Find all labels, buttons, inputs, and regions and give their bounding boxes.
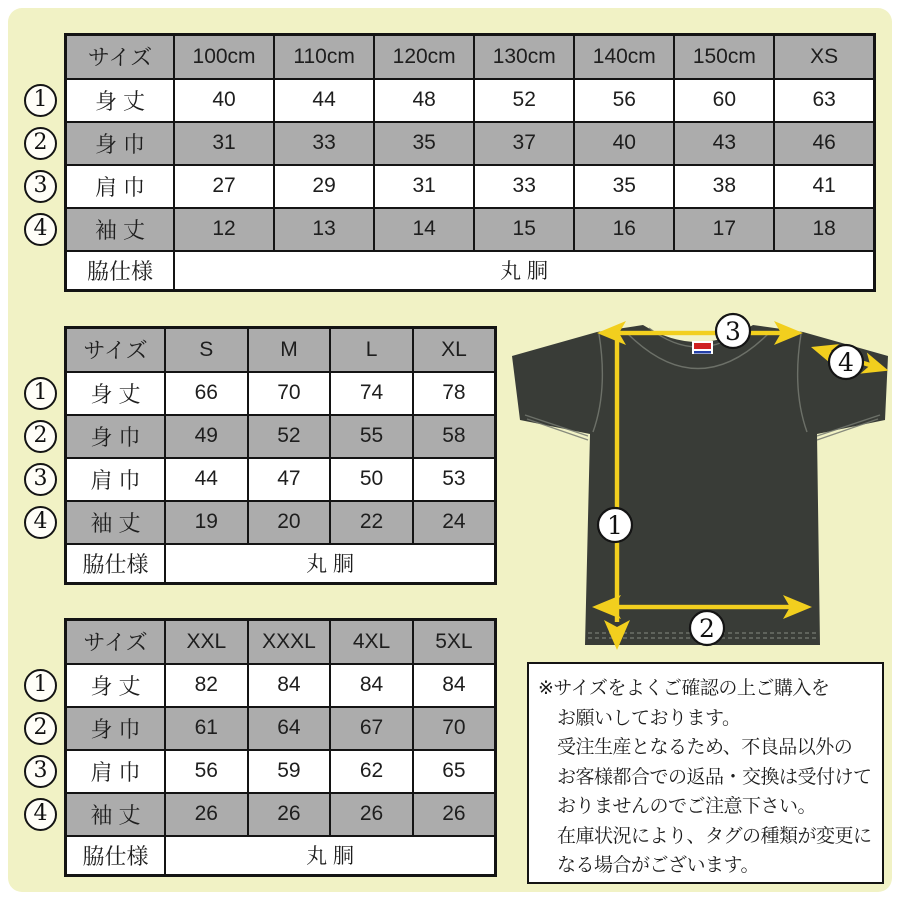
size-value-cell: 33	[274, 122, 374, 165]
side-spec-value: 丸 胴	[165, 544, 496, 584]
adult-size-table	[64, 326, 497, 585]
size-value-cell: 26	[413, 793, 496, 836]
adult-sizes-grid	[64, 326, 497, 585]
size-value-cell: 33	[474, 165, 574, 208]
row-number-badge: 2	[24, 420, 57, 453]
size-value-cell: 40	[174, 79, 274, 122]
size-value-cell: 37	[474, 122, 574, 165]
notice-line: 受注生産となるため、不良品以外の	[557, 737, 853, 758]
badge-2-digit: 2	[699, 614, 715, 643]
badge-1-digit: 1	[607, 511, 623, 540]
size-value-cell: 41	[774, 165, 874, 208]
size-value-cell: 31	[374, 165, 474, 208]
size-value-cell: 70	[413, 707, 496, 750]
size-value-cell: 49	[165, 415, 248, 458]
size-value-cell: 46	[774, 122, 874, 165]
size-value-cell: 38	[674, 165, 774, 208]
size-value-cell: 74	[330, 372, 413, 415]
notice-line: お客様都合での返品・交換は受付けて	[557, 766, 872, 788]
column-header: 120cm	[374, 35, 474, 79]
kids-sizes-grid	[64, 33, 876, 292]
size-value-cell: 55	[330, 415, 413, 458]
size-value-cell: 15	[474, 208, 574, 251]
side-spec-label: 脇仕様	[66, 251, 175, 291]
size-value-cell: 53	[413, 458, 496, 501]
row-number-badge: 1	[24, 84, 57, 117]
column-header: 110cm	[274, 35, 374, 79]
notice-line: 在庫状況により、タグの種類が変更に	[557, 825, 872, 847]
size-value-cell: 27	[174, 165, 274, 208]
side-spec-value: 丸 胴	[165, 836, 496, 876]
size-value-cell: 56	[165, 750, 248, 793]
size-value-cell: 64	[248, 707, 331, 750]
kids-size-table	[64, 33, 876, 292]
badge-3-digit: 3	[725, 317, 741, 346]
column-header: XXL	[165, 620, 248, 664]
size-value-cell: 13	[274, 208, 374, 251]
row-label: 身 丈	[66, 372, 166, 415]
row-number-badge: 3	[24, 755, 57, 788]
size-value-cell: 47	[248, 458, 331, 501]
row-label: 身 巾	[66, 122, 175, 165]
notice-line: ※サイズをよくご確認の上ご購入を	[538, 678, 830, 699]
size-value-cell: 20	[248, 501, 331, 544]
row-label: 身 丈	[66, 79, 175, 122]
size-value-cell: 82	[165, 664, 248, 707]
column-header: S	[165, 328, 248, 372]
size-value-cell: 56	[574, 79, 674, 122]
side-spec-value: 丸 胴	[174, 251, 875, 291]
size-value-cell: 44	[165, 458, 248, 501]
size-value-cell: 26	[248, 793, 331, 836]
column-header: 130cm	[474, 35, 574, 79]
size-value-cell: 35	[374, 122, 474, 165]
size-value-cell: 43	[674, 122, 774, 165]
column-header: 5XL	[413, 620, 496, 664]
size-value-cell: 24	[413, 501, 496, 544]
column-header: XS	[774, 35, 874, 79]
column-header: 4XL	[330, 620, 413, 664]
row-number-badge: 1	[24, 377, 57, 410]
row-number-badge: 3	[24, 170, 57, 203]
size-value-cell: 59	[248, 750, 331, 793]
size-value-cell: 61	[165, 707, 248, 750]
column-header: 140cm	[574, 35, 674, 79]
tshirt-body	[512, 325, 888, 645]
tshirt-graphic	[500, 312, 900, 657]
size-value-cell: 60	[674, 79, 774, 122]
row-number-badge: 4	[24, 798, 57, 831]
row-number-badge: 2	[24, 127, 57, 160]
badge-4-digit: 4	[838, 348, 854, 377]
size-value-cell: 35	[574, 165, 674, 208]
size-value-cell: 66	[165, 372, 248, 415]
row-label: 身 巾	[66, 415, 166, 458]
side-spec-label: 脇仕様	[66, 836, 166, 876]
row-label: 袖 丈	[66, 208, 175, 251]
size-value-cell: 14	[374, 208, 474, 251]
row-label: 身 丈	[66, 664, 166, 707]
column-header: XXXL	[248, 620, 331, 664]
size-value-cell: 44	[274, 79, 374, 122]
row-label: 身 巾	[66, 707, 166, 750]
size-value-cell: 18	[774, 208, 874, 251]
size-header-label: サイズ	[66, 328, 166, 372]
size-value-cell: 26	[165, 793, 248, 836]
size-value-cell: 58	[413, 415, 496, 458]
row-label: 肩 巾	[66, 165, 175, 208]
size-value-cell: 52	[248, 415, 331, 458]
size-value-cell: 48	[374, 79, 474, 122]
size-value-cell: 84	[330, 664, 413, 707]
notice-line: なる場合がございます。	[557, 855, 759, 876]
column-header: XL	[413, 328, 496, 372]
size-value-cell: 67	[330, 707, 413, 750]
notice-line: お願いしております。	[557, 707, 741, 729]
size-value-cell: 84	[413, 664, 496, 707]
size-value-cell: 52	[474, 79, 574, 122]
size-value-cell: 84	[248, 664, 331, 707]
column-header: M	[248, 328, 331, 372]
row-label: 袖 丈	[66, 501, 166, 544]
row-number-badge: 4	[24, 506, 57, 539]
large-sizes-grid	[64, 618, 497, 877]
row-label: 肩 巾	[66, 750, 166, 793]
row-number-badge: 4	[24, 213, 57, 246]
size-header-label: サイズ	[66, 620, 166, 664]
column-header: L	[330, 328, 413, 372]
neck-tag	[692, 341, 713, 354]
size-value-cell: 65	[413, 750, 496, 793]
notice-line: おりませんのでご注意下さい。	[557, 796, 817, 817]
size-value-cell: 50	[330, 458, 413, 501]
row-label: 肩 巾	[66, 458, 166, 501]
purchase-notice-box	[527, 662, 884, 884]
row-number-badge: 3	[24, 463, 57, 496]
size-value-cell: 12	[174, 208, 274, 251]
row-number-badge: 2	[24, 712, 57, 745]
size-value-cell: 62	[330, 750, 413, 793]
row-label: 袖 丈	[66, 793, 166, 836]
column-header: 150cm	[674, 35, 774, 79]
large-size-table	[64, 618, 497, 877]
size-value-cell: 17	[674, 208, 774, 251]
size-value-cell: 16	[574, 208, 674, 251]
size-value-cell: 63	[774, 79, 874, 122]
size-value-cell: 26	[330, 793, 413, 836]
tshirt-measurement-diagram	[500, 312, 900, 657]
size-value-cell: 78	[413, 372, 496, 415]
size-header-label: サイズ	[66, 35, 175, 79]
side-spec-label: 脇仕様	[66, 544, 166, 584]
size-value-cell: 40	[574, 122, 674, 165]
size-value-cell: 29	[274, 165, 374, 208]
size-value-cell: 19	[165, 501, 248, 544]
column-header: 100cm	[174, 35, 274, 79]
size-value-cell: 22	[330, 501, 413, 544]
size-value-cell: 70	[248, 372, 331, 415]
size-value-cell: 31	[174, 122, 274, 165]
row-number-badge: 1	[24, 669, 57, 702]
